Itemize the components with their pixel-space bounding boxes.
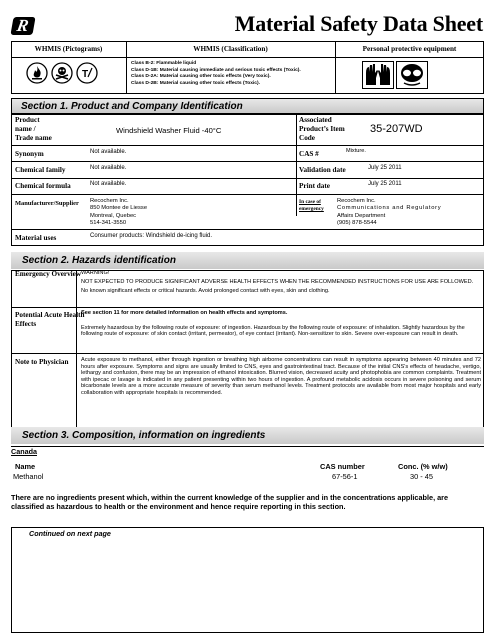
product-name-label: Product name / Trade name [15, 116, 52, 142]
cas-column-header: CAS number [320, 462, 365, 471]
note-to-physician-text: Acute exposure to methanol, either through ingestion or breathing high airborne concentrations can result in symptoms appearing between 40 minutes and 72 hours after exposure. Symptoms and signs are usually limited to CNS, eyes and gastrointestinal tract. Because of the initial CNS’s effects of headache, vertigo, lethargy and confusion, there may be an impression of ethanol intoxication. Blurred vision, decreased acuity and photophobia are common complaints. Treatment with ipecac or lavage is indicated in any patient presenting within two hours of ingestion. A profound metabolic acidosis occurs in severe poisoning and serum bicarbonate levels are a more accurate measure of severity than serum methanol levels. Treatment protocols are available from most major hospitals and early collaboration with appropriate hospitals is recommended. [81, 357, 481, 396]
synonym-label: Synonym [15, 150, 44, 158]
other-toxic-effects-pictogram-icon [76, 62, 98, 84]
note-to-physician-label: Note to Physician [15, 358, 69, 366]
print-date-value: July 25 2011 [368, 181, 402, 187]
potential-effects-label: Potential Acute Health Effects [15, 311, 85, 328]
validation-date-label: Validation date [299, 166, 346, 174]
cas-value: Mixture. [346, 148, 366, 154]
composition-note: There are no ingredients present which, within the current knowledge of the supplier and in the concentrations applicable, are classified as hazardous to health or the environment and hence require reporting in this section. [11, 493, 449, 512]
potential-effects-text [81, 310, 481, 338]
whmis-classes [131, 61, 331, 87]
gloves-icon [362, 61, 394, 89]
whmis-class-d1b: Class D-1B: Material causing immediate and serious toxic effects (Toxic). [131, 67, 301, 73]
ingredient-cas: 67-56-1 [332, 472, 358, 481]
print-date-label: Print date [299, 182, 330, 190]
product-name-value: Windshield Washer Fluid -40°C [116, 126, 222, 135]
material-uses-value: Consumer products: Windshield de-icing fluid. [90, 233, 213, 239]
chemical-formula-label: Chemical formula [15, 182, 71, 190]
emergency-overview-text [81, 270, 479, 295]
whmis-classification-header: WHMIS (Classification) [193, 45, 268, 53]
material-uses-label: Material uses [15, 234, 57, 242]
section1-heading: Section 1. Product and Company Identification [11, 98, 484, 114]
chemical-formula-value: Not available. [90, 181, 127, 187]
company-logo-letter: R [15, 16, 31, 35]
table-row [11, 472, 484, 482]
emergency-overview-label: Emergency Overview [15, 270, 82, 278]
manufacturer-value: Recochem Inc. 850 Montee de Liesse Montreal, Quebec 514-341-3550 [90, 198, 148, 227]
company-logo [10, 17, 35, 35]
no-known-effects-text: No known significant effects or critical hazards. Avoid prolonged contact with eyes, skin and clothing. [81, 288, 330, 295]
synonym-value: Not available. [90, 149, 127, 155]
manufacturer-label: Manufacturer/Supplier [15, 200, 79, 207]
cas-label: CAS # [299, 150, 319, 158]
whmis-class-d2a: Class D-2A: Material causing other toxic effects (Very toxic). [131, 74, 271, 80]
flammable-pictogram-icon [26, 62, 48, 84]
warning-text: WARNING! [81, 270, 110, 276]
toxic-pictogram-icon [51, 62, 73, 84]
validation-date-value: July 25 2011 [368, 165, 402, 171]
whmis-class-d2b: Class D-2B: Material causing other toxic effects (Toxic). [131, 80, 260, 86]
svg-text:T: T [82, 69, 89, 80]
associated-code-label: Associated Product’s Item Code [299, 116, 345, 142]
not-expected-text: NOT EXPECTED TO PRODUCE SIGNIFICANT ADVERSE HEALTH EFFECTS WHEN THE RECOMMENDED INSTRUCTIONS FOR USE ARE FOLLOWED. [81, 278, 474, 285]
page-title: Material Safety Data Sheet [234, 11, 483, 36]
continued-on-next-page: Continued on next page [29, 529, 111, 538]
goggles-icon [396, 61, 428, 89]
section2-heading: Section 2. Hazards identification [11, 252, 484, 269]
ingredient-conc: 30 - 45 [410, 472, 434, 481]
whmis-pictograms-header: WHMIS (Pictograms) [34, 45, 103, 53]
section3-heading: Section 3. Composition, information on ingredients [11, 427, 484, 444]
conc-column-header: Conc. (% w/w) [398, 462, 448, 471]
whmis-class-b2: Class B-2: Flammable liquid [131, 61, 197, 66]
emergency-contact-value: Recochem Inc. Communications and Regulatory Affairs Department (905) 878-5544 [337, 198, 442, 227]
name-column-header: Name [15, 462, 36, 471]
see-section-11-text: See section 11 for more detailed information on health effects and symptoms. [81, 310, 288, 316]
chemical-family-value: Not available. [90, 165, 127, 171]
exposure-routes-text: Extremely hazardous by the following route of exposure: of ingestion. Hazardous by the following route of exposure: of inhalation. Slightly hazardous by the following route of exposure: of skin contact (irritant, permeator), of eye contact (irritant). Non-sensitizer to skin. Severe over-exposure can result in death. [81, 324, 465, 338]
continued-box [11, 527, 484, 633]
ingredient-name: Methanol [13, 472, 44, 481]
emergency-label: In case of emergency [299, 199, 324, 213]
associated-code-value: 35-207WD [370, 123, 423, 135]
ppe-header: Personal protective equipment [362, 45, 457, 53]
chemical-family-label: Chemical family [15, 166, 66, 174]
region-label: Canada [11, 447, 37, 456]
